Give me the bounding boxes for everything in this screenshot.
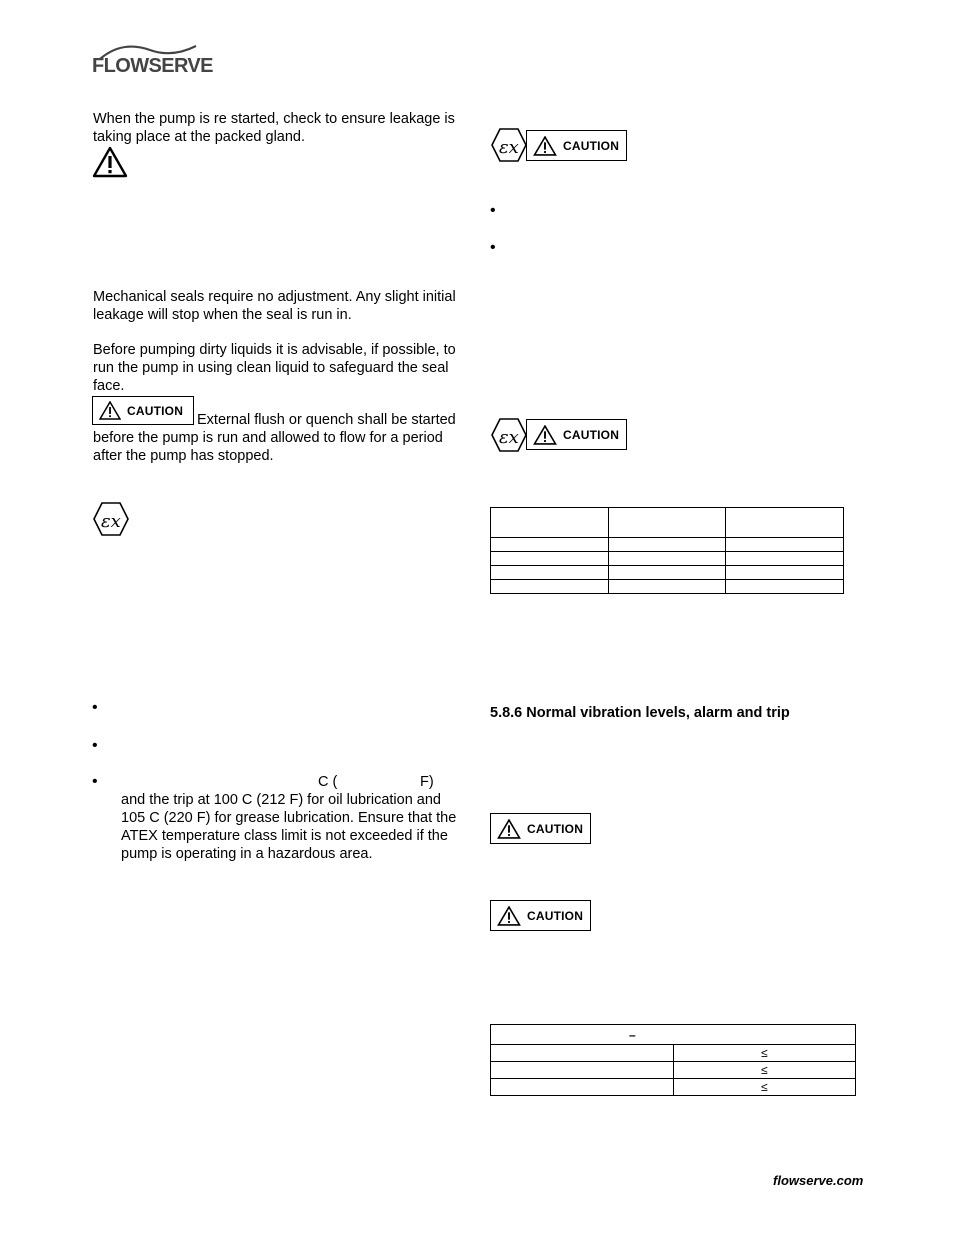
caution-label: CAUTION xyxy=(127,403,184,418)
atex-ex-icon-right-1 xyxy=(490,127,528,163)
para-restart: When the pump is re started, check to ensure leakage is taking place at the packed gland. xyxy=(93,111,455,145)
caution-badge-right-1 xyxy=(526,130,627,161)
table-row xyxy=(491,538,844,552)
logo-wordmark: FLOWSERVE xyxy=(92,55,213,77)
warning-triangle-icon xyxy=(92,146,128,178)
bullet3-line1-a: C ( xyxy=(318,774,338,790)
caution-label: CAUTION xyxy=(527,908,584,923)
caution-badge-right-2 xyxy=(526,419,627,450)
bullet-right-2: • xyxy=(490,239,496,256)
bullet3-line1-b: F) xyxy=(420,774,434,790)
para-mechanical-seal: Mechanical seals require no adjustment. Any slight initial leakage will stop when the seal is run in. xyxy=(93,289,456,323)
caution-label: CAUTION xyxy=(563,138,620,153)
table-row xyxy=(491,1045,856,1062)
table-row xyxy=(491,1062,856,1079)
caution-triangle-icon xyxy=(497,906,521,926)
le-symbol: ≤ xyxy=(673,1045,856,1062)
flowserve-logo xyxy=(92,44,213,86)
table-row xyxy=(491,566,844,580)
bullet-2: • xyxy=(92,737,98,754)
table-row xyxy=(491,1079,856,1096)
svg-text:εx: εx xyxy=(499,427,519,448)
caution-triangle-icon xyxy=(497,819,521,839)
bullet3-text: and the trip at 100 C (212 F) for oil lubrication and 105 C (220 F) for grease lubrication. Ensure that the ATEX temperature class limit is not exceeded if the pump is operating in a hazardous area. xyxy=(121,792,457,862)
para-dirty-liquids: Before pumping dirty liquids it is advisable, if possible, to run the pump in using clean liquid to safeguard the seal face. xyxy=(93,342,456,394)
section-heading-vibration: 5.8.6 Normal vibration levels, alarm and trip xyxy=(490,705,790,721)
table-grid-2 xyxy=(490,1024,856,1096)
svg-text:εx: εx xyxy=(101,511,121,532)
caution-triangle-icon xyxy=(533,136,557,156)
bullet-right-1: • xyxy=(490,202,496,219)
table-row xyxy=(491,580,844,594)
para-flush-quench: External flush or quench shall be started before the pump is run and allowed to flow for a period after the pump has stopped. xyxy=(93,412,456,464)
table-row xyxy=(491,508,844,538)
table-row xyxy=(491,552,844,566)
bullet-3: • xyxy=(92,773,98,790)
table2-header-dash: – xyxy=(491,1025,856,1045)
table-row xyxy=(491,1025,856,1045)
le-symbol: ≤ xyxy=(673,1079,856,1096)
atex-ex-icon xyxy=(92,501,130,537)
atex-ex-icon-right-2 xyxy=(490,417,528,453)
caution-triangle-icon xyxy=(533,425,557,445)
caution-badge-right-3 xyxy=(490,813,591,844)
bullet-1: • xyxy=(92,699,98,716)
svg-text:εx: εx xyxy=(499,137,519,158)
le-symbol: ≤ xyxy=(673,1062,856,1079)
caution-label: CAUTION xyxy=(527,821,584,836)
table-grid-1 xyxy=(490,507,844,594)
caution-badge-right-4 xyxy=(490,900,591,931)
caution-label: CAUTION xyxy=(563,427,620,442)
footer-website: flowserve.com xyxy=(773,1173,864,1188)
